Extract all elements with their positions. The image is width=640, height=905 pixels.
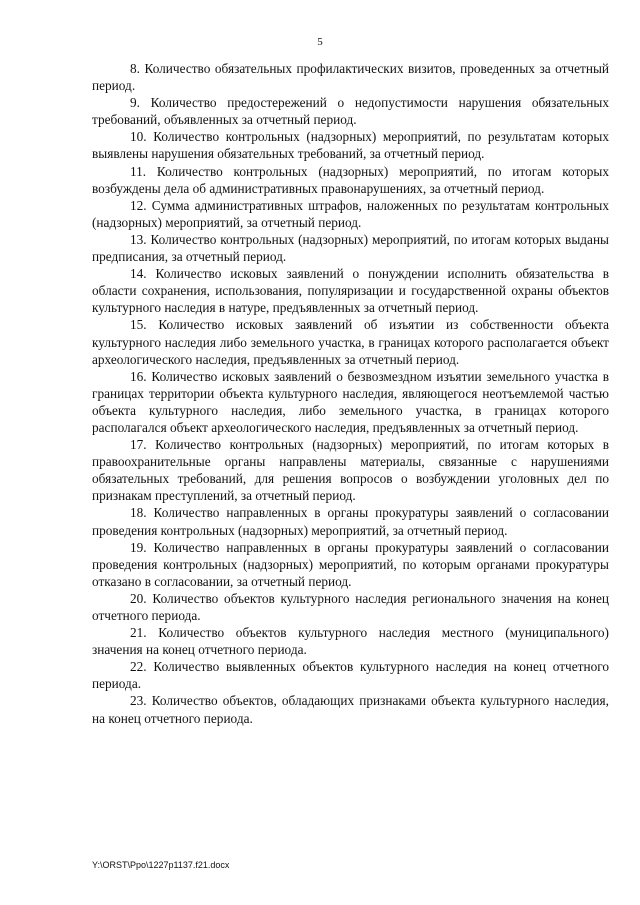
list-item: 9. Количество предостережений о недопустимости нарушения обязательных требований, объявленных за отчетный период. (92, 95, 609, 128)
list-item: 20. Количество объектов культурного наследия регионального значения на конец отчетного периода. (92, 590, 609, 623)
list-item: 21. Количество объектов культурного наследия местного (муниципального) значения на конец отчетного периода. (92, 625, 609, 658)
list-item: 22. Количество выявленных объектов культурного наследия на конец отчетного периода. (92, 659, 609, 692)
list-item: 10. Количество контрольных (надзорных) мероприятий, по результатам которых выявлены нарушения обязательных требований, за отчетный период. (92, 129, 609, 162)
document-body (92, 60, 609, 727)
list-item: 8. Количество обязательных профилактических визитов, проведенных за отчетный период. (92, 61, 609, 94)
file-path-footer: Y:\ORST\Ppo\1227p1137.f21.docx (92, 860, 230, 870)
page-number: 5 (317, 36, 323, 48)
list-item: 17. Количество контрольных (надзорных) мероприятий, по итогам которых в правоохранительные органы направлены материалы, связанные с нарушениями обязательных требований, для решения вопросов о возбуждении уголовных дел по признакам преступлений, за отчетный период. (92, 437, 609, 504)
list-item: 23. Количество объектов, обладающих признаками объекта культурного наследия, на конец отчетного периода. (92, 693, 609, 726)
list-item: 12. Сумма административных штрафов, наложенных по результатам контрольных (надзорных) мероприятий, за отчетный период. (92, 197, 609, 230)
list-item: 14. Количество исковых заявлений о понуждении исполнить обязательства в области сохранения, использования, популяризации и государственной охраны объектов культурного наследия в натуре, предъявленных за отчетный период. (92, 266, 609, 316)
list-item: 19. Количество направленных в органы прокуратуры заявлений о согласовании проведения контрольных (надзорных) мероприятий, по которым органами прокуратуры отказано в согласовании, за отчетный период. (92, 539, 609, 589)
list-item: 13. Количество контрольных (надзорных) мероприятий, по итогам которых выданы предписания, за отчетный период. (92, 231, 609, 265)
list-item: 11. Количество контрольных (надзорных) мероприятий, по итогам которых возбуждены дела об административных правонарушениях, за отчетный период. (92, 163, 609, 196)
list-item: 18. Количество направленных в органы прокуратуры заявлений о согласовании проведения контрольных (надзорных) мероприятий, за отчетный период. (92, 505, 609, 538)
list-item: 15. Количество исковых заявлений об изъятии из собственности объекта культурного наследия либо земельного участка, в границах которого располагается объект археологического наследия, предъявленных за отчетный период. (92, 317, 609, 367)
list-item: 16. Количество исковых заявлений о безвозмездном изъятии земельного участка в границах территории объекта культурного наследия, являющегося неотъемлемой частью объекта культурного наследия, либо земельного участка, в границах которого располагался объект археологического наследия, предъявленных за отчетный период. (92, 368, 609, 435)
